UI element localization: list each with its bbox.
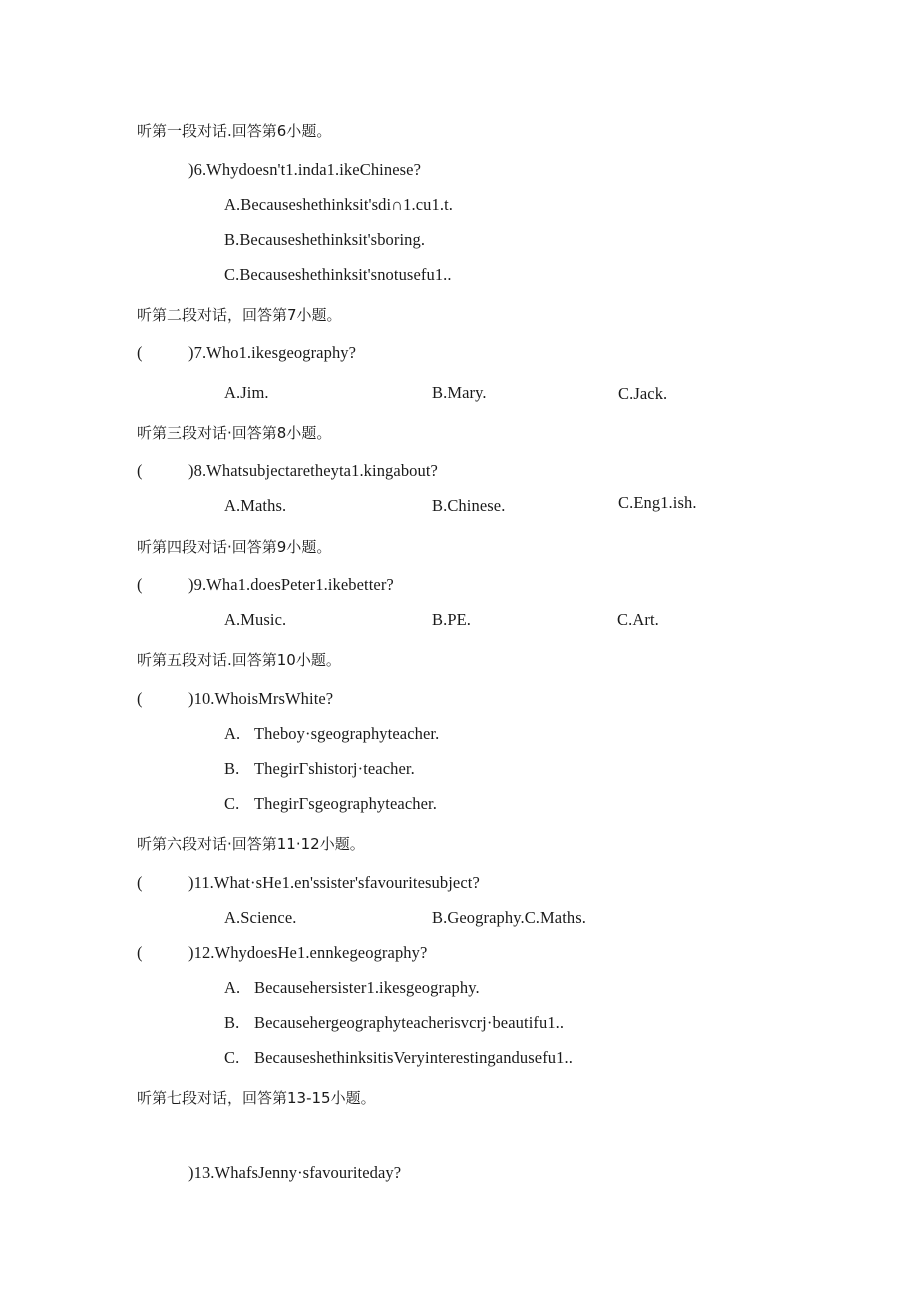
answer-paren-9: ( bbox=[137, 575, 143, 594]
q10-option-b bbox=[224, 759, 415, 779]
q12-option-c-text: BecauseshethinksitisVeryinterestingandusefu1.. bbox=[254, 1048, 573, 1067]
q10-option-a-text: Theboy·sgeographyteacher. bbox=[254, 724, 440, 743]
question-10: )10.WhoisMrsWhite? bbox=[188, 689, 334, 708]
answer-paren-10: ( bbox=[137, 689, 143, 708]
answer-paren-11: ( bbox=[137, 873, 143, 892]
section-heading-4: 听第四段对话·回答第9小题。 bbox=[137, 538, 332, 556]
section-heading-1: 听第一段对话.回答第6小题。 bbox=[137, 122, 332, 140]
answer-paren-8: ( bbox=[137, 461, 143, 480]
q7-option-b: B.Mary. bbox=[432, 383, 487, 402]
q6-option-a: A.Becauseshethinksit'sdi∩1.cu1.t. bbox=[224, 195, 453, 214]
section-heading-2: 听第二段对话，回答第7小题。 bbox=[137, 306, 342, 324]
q8-option-b: B.Chinese. bbox=[432, 496, 506, 515]
q12-option-b bbox=[224, 1013, 564, 1033]
q11-option-a: A.Science. bbox=[224, 908, 297, 927]
q11-option-bc: B.Geography.C.Maths. bbox=[432, 908, 586, 927]
section-heading-5: 听第五段对话.回答第10小题。 bbox=[137, 651, 341, 669]
q12-option-c-letter: C. bbox=[224, 1048, 240, 1067]
question-7: )7.Who1.ikesgeography? bbox=[188, 343, 357, 362]
question-8: )8.Whatsubjectaretheyta1.kingabout? bbox=[188, 461, 438, 480]
answer-paren-7: ( bbox=[137, 343, 143, 362]
question-11: )11.What·sHe1.en'ssister'sfavouritesubject? bbox=[188, 873, 480, 892]
q10-option-a bbox=[224, 724, 439, 744]
q6-option-b: B.Becauseshethinksit'sboring. bbox=[224, 230, 426, 249]
q10-option-b-letter: B. bbox=[224, 759, 240, 778]
question-12: )12.WhydoesHe1.ennkegeography? bbox=[188, 943, 428, 962]
q10-option-c-text: ThegirΓsgeographyteacher. bbox=[254, 794, 437, 813]
section-heading-7: 听第七段对话，回答第13-15小题。 bbox=[137, 1089, 376, 1107]
q12-option-b-text: Becausehergeographyteacherisvcrj·beautifu1.. bbox=[254, 1013, 565, 1032]
q12-option-b-letter: B. bbox=[224, 1013, 240, 1032]
q9-option-a: A.Music. bbox=[224, 610, 287, 629]
answer-paren-12: ( bbox=[137, 943, 143, 962]
q10-option-b-text: ThegirΓshistorj·teacher. bbox=[254, 759, 415, 778]
question-6: )6.Whydoesn't1.inda1.ikeChinese? bbox=[188, 160, 421, 179]
section-heading-3: 听第三段对话·回答第8小题。 bbox=[137, 424, 332, 442]
question-9: )9.Wha1.doesPeter1.ikebetter? bbox=[188, 575, 394, 594]
q9-option-c: C.Art. bbox=[617, 610, 659, 629]
q8-option-a: A.Maths. bbox=[224, 496, 287, 515]
question-13: )13.WhafsJenny·sfavouriteday? bbox=[188, 1163, 402, 1182]
q10-option-c bbox=[224, 794, 437, 814]
q12-option-a-text: Becausehersister1.ikesgeography. bbox=[254, 978, 480, 997]
section-heading-6: 听第六段对话·回答第11·12小题。 bbox=[137, 835, 365, 853]
q12-option-a bbox=[224, 978, 480, 998]
q7-option-a: A.Jim. bbox=[224, 383, 269, 402]
q8-option-c: C.Eng1.ish. bbox=[618, 493, 697, 512]
q12-option-a-letter: A. bbox=[224, 978, 241, 997]
q9-option-b: B.PE. bbox=[432, 610, 472, 629]
q12-option-c bbox=[224, 1048, 573, 1068]
q7-option-c: C.Jack. bbox=[618, 384, 668, 403]
q10-option-a-letter: A. bbox=[224, 724, 241, 743]
q6-option-c: C.Becauseshethinksit'snotusefu1.. bbox=[224, 265, 452, 284]
q10-option-c-letter: C. bbox=[224, 794, 240, 813]
